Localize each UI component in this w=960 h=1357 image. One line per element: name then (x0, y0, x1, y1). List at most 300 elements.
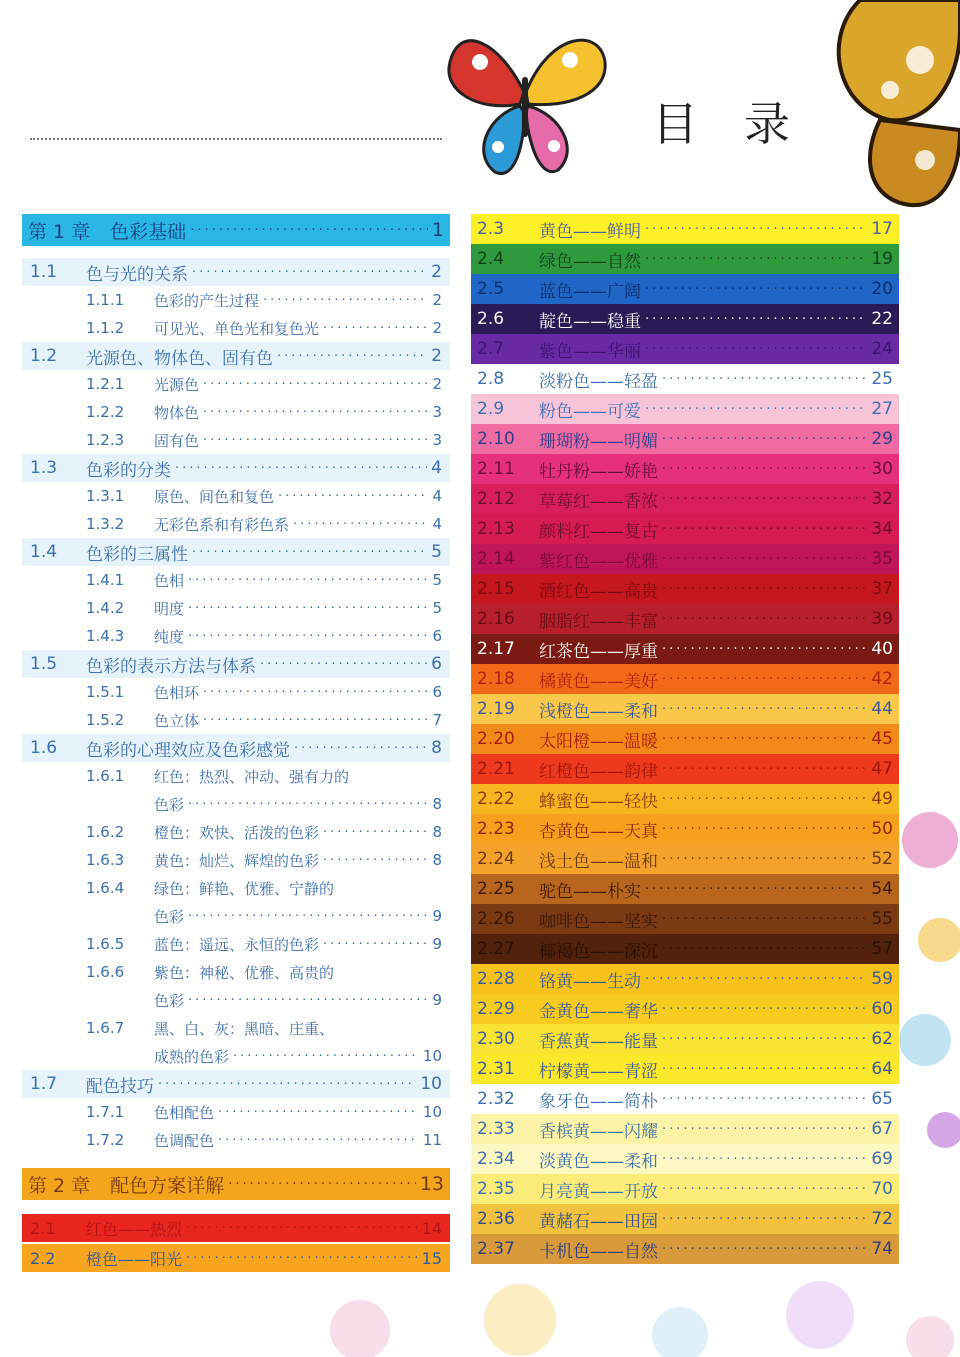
toc-entry-title: 柠檬黄——青涩 (539, 1061, 658, 1082)
toc-leader-dots (645, 253, 867, 266)
toc-leader-dots (260, 658, 427, 671)
toc-entry-page: 64 (871, 1059, 893, 1079)
toc-entry[interactable] (471, 334, 899, 364)
toc-leader-dots (188, 602, 428, 615)
toc-entry[interactable] (471, 574, 899, 604)
toc-entry-page: 13 (419, 1173, 444, 1195)
toc-entry-title: 橘黄色——美好 (539, 671, 658, 692)
toc-entry-page: 3 (432, 403, 442, 421)
toc-entry-title: 红色——热烈 (86, 1219, 183, 1239)
toc-entry[interactable] (471, 274, 899, 304)
toc-entry-page: 44 (871, 699, 893, 719)
toc-leader-dots (645, 283, 867, 296)
toc-entry-title-continued: 色彩 (154, 795, 185, 814)
toc-entry-number: 第 2 章 (28, 1174, 91, 1197)
toc-entry-page: 49 (871, 789, 893, 809)
toc-entry-page: 10 (420, 1074, 442, 1094)
toc-entry-page: 8 (432, 851, 442, 869)
toc-leader-dots (662, 1003, 867, 1016)
toc-entry-title-continued: 色彩 (154, 991, 185, 1010)
toc-leader-dots (188, 574, 428, 587)
toc-entry-number: 2.11 (477, 459, 515, 479)
toc-entry[interactable] (471, 544, 899, 574)
toc-entry[interactable] (22, 510, 450, 538)
toc-leader-dots (233, 1050, 419, 1063)
toc-entry[interactable] (22, 678, 450, 706)
toc-entry-number: 1.2.2 (86, 403, 125, 421)
toc-entry[interactable] (22, 1214, 450, 1242)
toc-entry-number: 2.32 (477, 1089, 515, 1109)
toc-entry-title: 黄色——鲜明 (539, 221, 641, 242)
toc-entry[interactable] (22, 214, 450, 246)
toc-entry-page: 8 (432, 823, 442, 841)
toc-leader-dots (228, 1178, 416, 1191)
toc-entry-number: 1.5.1 (86, 683, 125, 701)
toc-leader-dots (192, 266, 427, 279)
toc-entry-number: 2.15 (477, 579, 515, 599)
toc-entry-number: 2.10 (477, 429, 515, 449)
toc-entry-continuation[interactable] (22, 902, 450, 930)
toc-entry-page: 30 (871, 459, 893, 479)
toc-entry-page: 55 (871, 909, 893, 929)
toc-entry-page: 9 (432, 907, 442, 925)
toc-entry[interactable] (471, 244, 899, 274)
toc-entry[interactable] (22, 314, 450, 342)
toc-entry-page: 5 (431, 542, 442, 562)
toc-leader-dots (192, 546, 427, 559)
toc-entry-title: 配色方案详解 (110, 1174, 225, 1197)
toc-leader-dots (662, 1243, 867, 1256)
toc-entry-title: 物体色 (154, 403, 200, 422)
toc-entry-title: 色立体 (154, 711, 200, 730)
toc-leader-dots (662, 793, 867, 806)
toc-leader-dots (645, 403, 867, 416)
toc-entry-continuation[interactable] (22, 790, 450, 818)
toc-entry-number: 1.6.7 (86, 1019, 125, 1037)
toc-entry-title: 太阳橙——温暖 (539, 731, 658, 752)
toc-entry[interactable] (22, 762, 450, 790)
toc-entry-page: 4 (431, 458, 442, 478)
toc-entry-title: 固有色 (154, 431, 200, 450)
toc-leader-dots (662, 643, 867, 656)
toc-leader-dots (662, 583, 867, 596)
toc-entry-continuation[interactable] (22, 986, 450, 1014)
toc-leader-dots (645, 313, 867, 326)
toc-leader-dots (662, 1063, 867, 1076)
toc-entry[interactable] (22, 650, 450, 678)
toc-entry-number: 1.6.1 (86, 767, 125, 785)
toc-entry-number: 1.5 (30, 654, 58, 674)
toc-leader-dots (263, 294, 428, 307)
toc-entry-continuation[interactable] (22, 1042, 450, 1070)
toc-entry[interactable] (22, 1014, 450, 1042)
toc-entry[interactable] (22, 342, 450, 370)
toc-entry-number: 2.14 (477, 549, 515, 569)
toc-entry-number: 2.28 (477, 969, 515, 989)
toc-entry-title: 淡黄色——柔和 (539, 1151, 658, 1172)
toc-entry[interactable] (22, 482, 450, 510)
toc-entry-title: 可见光、单色光和复色光 (154, 319, 320, 338)
toc-entry-title: 靛色——稳重 (539, 311, 641, 332)
toc-entry-title: 紫色：神秘、优雅、高贵的 (154, 963, 335, 982)
toc-entry-page: 6 (432, 627, 442, 645)
toc-entry-title: 绿色——自然 (539, 251, 641, 272)
toc-entry-page: 9 (432, 991, 442, 1009)
toc-entry-title: 浅橙色——柔和 (539, 701, 658, 722)
toc-entry-number: 2.5 (477, 279, 505, 299)
toc-entry-title: 红色：热烈、冲动、强有力的 (154, 767, 350, 786)
toc-entry-page: 42 (871, 669, 893, 689)
toc-leader-dots (662, 853, 867, 866)
toc-entry[interactable] (471, 304, 899, 334)
toc-leader-dots (294, 742, 427, 755)
toc-entry-number: 2.35 (477, 1179, 515, 1199)
toc-entry[interactable] (22, 538, 450, 566)
toc-entry-number: 2.18 (477, 669, 515, 689)
toc-leader-dots (662, 613, 867, 626)
toc-entry-title: 橙色——阳光 (86, 1249, 183, 1269)
toc-entry-page: 4 (432, 515, 442, 533)
toc-entry[interactable] (471, 604, 899, 634)
toc-entry[interactable] (22, 566, 450, 594)
toc-entry-number: 1.5.2 (86, 711, 125, 729)
toc-entry-number: 2.13 (477, 519, 515, 539)
toc-leader-dots (662, 493, 867, 506)
toc-entry[interactable] (22, 594, 450, 622)
toc-entry-number: 2.3 (477, 219, 505, 239)
toc-entry-number: 2.1 (30, 1218, 56, 1238)
toc-leader-dots (188, 630, 428, 643)
toc-leader-dots (218, 1106, 419, 1119)
toc-leader-dots (662, 1183, 867, 1196)
toc-leader-dots (662, 1213, 867, 1226)
toc-entry-title: 酒红色——高贵 (539, 581, 658, 602)
toc-entry-page: 3 (432, 431, 442, 449)
toc-entry-title: 粉色——可爱 (539, 401, 641, 422)
toc-entry[interactable] (471, 1204, 899, 1234)
toc-entry[interactable] (471, 1054, 899, 1084)
toc-entry-page: 65 (871, 1089, 893, 1109)
toc-entry-number: 1.6.2 (86, 823, 125, 841)
toc-entry[interactable] (22, 846, 450, 874)
toc-entry-page: 74 (871, 1239, 893, 1259)
toc-leader-dots (188, 798, 428, 811)
toc-entry[interactable] (22, 286, 450, 314)
toc-entry-page: 6 (432, 683, 442, 701)
toc-entry[interactable] (471, 424, 899, 454)
toc-leader-dots (203, 686, 428, 699)
toc-entry[interactable] (22, 370, 450, 398)
toc-entry-title: 色相 (154, 571, 185, 590)
toc-entry[interactable] (471, 934, 899, 964)
toc-entry-number: 2.9 (477, 399, 505, 419)
toc-entry[interactable] (471, 364, 899, 394)
toc-entry-title: 色彩的产生过程 (154, 291, 260, 310)
header-dotted-rule (30, 138, 442, 140)
toc-entry-number: 2.24 (477, 849, 515, 869)
toc-entry[interactable] (471, 844, 899, 874)
toc-entry-page: 2 (432, 291, 442, 309)
toc-entry[interactable] (471, 754, 899, 784)
toc-entry-title: 淡粉色——轻盈 (539, 371, 658, 392)
toc-entry-title: 光源色 (154, 375, 200, 394)
toc-entry[interactable] (471, 814, 899, 844)
toc-entry-page: 27 (871, 399, 893, 419)
toc-entry-page: 69 (871, 1149, 893, 1169)
toc-entry-title: 绿色：鲜艳、优雅、宁静的 (154, 879, 335, 898)
toc-entry[interactable] (471, 1234, 899, 1264)
toc-entry-page: 15 (421, 1248, 442, 1268)
toc-entry[interactable] (471, 484, 899, 514)
toc-entry-number: 1.2 (30, 346, 58, 366)
toc-entry-number: 1.3.2 (86, 515, 125, 533)
toc-entry[interactable] (22, 930, 450, 958)
toc-leader-dots (175, 462, 427, 475)
toc-entry-number: 2.22 (477, 789, 515, 809)
toc-entry-number: 2.37 (477, 1239, 515, 1259)
toc-entry-number: 2.36 (477, 1209, 515, 1229)
toc-entry-title-continued: 色彩 (154, 907, 185, 926)
toc-entry-title: 黑、白、灰：黑暗、庄重、 (154, 1019, 335, 1038)
toc-leader-dots (662, 763, 867, 776)
toc-entry-title: 颜料红——复古 (539, 521, 658, 542)
toc-leader-dots (323, 826, 428, 839)
toc-leader-dots (662, 1153, 867, 1166)
toc-entry-number: 1.1.2 (86, 319, 125, 337)
toc-leader-dots (203, 714, 428, 727)
toc-entry-page: 72 (871, 1209, 893, 1229)
toc-entry-number: 1.6.5 (86, 935, 125, 953)
toc-entry-page: 45 (871, 729, 893, 749)
toc-entry-page: 17 (871, 219, 893, 239)
toc-leader-dots (662, 1093, 867, 1106)
toc-entry-title: 红茶色——厚重 (539, 641, 658, 662)
toc-entry[interactable] (471, 394, 899, 424)
toc-entry-page: 50 (871, 819, 893, 839)
toc-leader-dots (645, 883, 867, 896)
toc-entry-number: 1.1.1 (86, 291, 125, 309)
toc-entry-title: 色彩的分类 (86, 460, 171, 481)
toc-leader-dots (662, 1033, 867, 1046)
toc-entry-page: 11 (422, 1131, 442, 1149)
toc-entry[interactable] (22, 1070, 450, 1098)
toc-entry[interactable] (471, 1174, 899, 1204)
toc-entry-page: 19 (871, 249, 893, 269)
toc-leader-dots (203, 434, 428, 447)
toc-entry-page: 10 (422, 1103, 442, 1121)
toc-entry-title: 月亮黄——开放 (539, 1181, 658, 1202)
toc-entry-page: 2 (431, 262, 442, 282)
toc-entry-title: 香蕉黄——能量 (539, 1031, 658, 1052)
toc-entry-number: 1.6.3 (86, 851, 125, 869)
toc-entry-title: 杏黄色——天真 (539, 821, 658, 842)
toc-leader-dots (662, 733, 867, 746)
toc-entry-title: 黄赭石——田园 (539, 1211, 658, 1232)
toc-entry-number: 第 1 章 (28, 220, 91, 243)
toc-leader-dots (662, 373, 867, 386)
toc-entry-number: 1.4.1 (86, 571, 125, 589)
toc-entry-title: 紫红色——优雅 (539, 551, 658, 572)
toc-entry[interactable] (471, 1024, 899, 1054)
toc-entry-title: 草莓红——香浓 (539, 491, 658, 512)
toc-entry-number: 2.23 (477, 819, 515, 839)
toc-entry-page: 5 (432, 571, 442, 589)
toc-leader-dots (190, 224, 428, 237)
toc-entry-number: 2.30 (477, 1029, 515, 1049)
toc-entry-page: 35 (871, 549, 893, 569)
toc-entry-number: 2.2 (30, 1248, 56, 1268)
toc-entry-number: 2.25 (477, 879, 515, 899)
toc-entry-page: 8 (432, 795, 442, 813)
toc-entry[interactable] (471, 514, 899, 544)
toc-entry[interactable] (471, 694, 899, 724)
toc-entry-title: 蓝色——广阔 (539, 281, 641, 302)
toc-leader-dots (323, 938, 428, 951)
toc-entry[interactable] (22, 258, 450, 286)
toc-entry-title: 咖啡色——坚实 (539, 911, 658, 932)
toc-entry[interactable] (471, 1144, 899, 1174)
toc-entry-title: 色相环 (154, 683, 200, 702)
toc-entry[interactable] (22, 398, 450, 426)
toc-leader-dots (662, 553, 867, 566)
toc-entry-page: 62 (871, 1029, 893, 1049)
toc-entry-number: 2.4 (477, 249, 505, 269)
toc-entry-page: 2 (432, 319, 442, 337)
toc-entry-title: 光源色、物体色、固有色 (86, 348, 273, 369)
toc-entry[interactable] (471, 634, 899, 664)
toc-entry[interactable] (471, 454, 899, 484)
toc-entry-title: 铬黄——生动 (539, 971, 641, 992)
toc-entry-number: 1.1 (30, 262, 58, 282)
toc-entry-page: 52 (871, 849, 893, 869)
toc-leader-dots (662, 913, 867, 926)
page-title: 目录 (652, 97, 836, 151)
toc-entry-number: 2.8 (477, 369, 505, 389)
toc-entry[interactable] (22, 1126, 450, 1154)
toc-entry-page: 39 (871, 609, 893, 629)
toc-entry-number: 1.7.1 (86, 1103, 125, 1121)
toc-entry[interactable] (22, 1098, 450, 1126)
toc-entry-page: 24 (871, 339, 893, 359)
toc-entry-page: 59 (871, 969, 893, 989)
toc-entry[interactable] (22, 1168, 450, 1200)
toc-entry-page: 25 (871, 369, 893, 389)
toc-entry-page: 29 (871, 429, 893, 449)
toc-entry-page: 7 (432, 711, 442, 729)
toc-leader-dots (662, 703, 867, 716)
toc-entry-number: 1.4.2 (86, 599, 125, 617)
toc-entry-title: 纯度 (154, 627, 185, 646)
toc-entry-page: 20 (871, 279, 893, 299)
toc-entry-number: 2.34 (477, 1149, 515, 1169)
toc-entry-number: 1.2.3 (86, 431, 125, 449)
toc-entry-page: 6 (431, 654, 442, 674)
toc-entry-number: 2.27 (477, 939, 515, 959)
toc-entry-number: 2.19 (477, 699, 515, 719)
toc-entry-page: 2 (432, 375, 442, 393)
toc-entry[interactable] (22, 958, 450, 986)
toc-entry[interactable] (471, 664, 899, 694)
toc-entry-page: 4 (432, 487, 442, 505)
toc-entry[interactable] (22, 1244, 450, 1272)
toc-entry[interactable] (22, 454, 450, 482)
toc-entry-title: 金黄色——奢华 (539, 1001, 658, 1022)
toc-entry[interactable] (22, 874, 450, 902)
toc-entry-page: 47 (871, 759, 893, 779)
toc-entry-number: 2.16 (477, 609, 515, 629)
toc-entry[interactable] (471, 904, 899, 934)
toc-right-column (471, 214, 899, 1264)
toc-entry-page: 54 (871, 879, 893, 899)
toc-entry[interactable] (471, 784, 899, 814)
toc-entry-page: 22 (871, 309, 893, 329)
toc-leader-dots (645, 973, 867, 986)
toc-entry-page: 57 (871, 939, 893, 959)
toc-left-column (22, 214, 450, 1274)
toc-entry-number: 1.3.1 (86, 487, 125, 505)
toc-entry-title: 黄色：灿烂、辉煌的色彩 (154, 851, 320, 870)
toc-entry-number: 2.21 (477, 759, 515, 779)
toc-leader-dots (662, 1123, 867, 1136)
toc-entry-title: 色调配色 (154, 1131, 215, 1150)
toc-leader-dots (323, 322, 428, 335)
toc-entry-title: 香槟黄——闪耀 (539, 1121, 658, 1142)
toc-entry-number: 1.7 (30, 1074, 58, 1094)
toc-entry[interactable] (22, 818, 450, 846)
toc-leader-dots (203, 378, 428, 391)
toc-entry-page: 2 (431, 346, 442, 366)
toc-entry-number: 2.26 (477, 909, 515, 929)
toc-leader-dots (662, 523, 867, 536)
toc-entry-title-continued: 成熟的色彩 (154, 1047, 230, 1066)
toc-entry-page: 70 (871, 1179, 893, 1199)
toc-entry[interactable] (471, 724, 899, 754)
toc-leader-dots (645, 343, 867, 356)
toc-entry-title: 橙色：欢快、活泼的色彩 (154, 823, 320, 842)
toc-entry-number: 2.29 (477, 999, 515, 1019)
toc-entry-number: 1.3 (30, 458, 58, 478)
flower-decoration (890, 780, 960, 1180)
toc-entry-title: 色与光的关系 (86, 264, 188, 285)
toc-leader-dots (277, 350, 427, 363)
toc-entry-title: 珊瑚粉——明媚 (539, 431, 658, 452)
toc-leader-dots (203, 406, 428, 419)
toc-leader-dots (323, 854, 428, 867)
toc-entry[interactable] (471, 1084, 899, 1114)
toc-entry[interactable] (471, 994, 899, 1024)
toc-entry-title: 色彩的心理效应及色彩感觉 (86, 740, 290, 761)
toc-entry-page: 14 (421, 1218, 442, 1238)
toc-entry[interactable] (22, 622, 450, 650)
toc-entry-page: 67 (871, 1119, 893, 1139)
toc-leader-dots (186, 1252, 418, 1265)
toc-entry[interactable] (22, 426, 450, 454)
toc-entry[interactable] (22, 734, 450, 762)
toc-entry[interactable] (471, 1114, 899, 1144)
toc-leader-dots (662, 673, 867, 686)
toc-entry-title: 浅土色——温和 (539, 851, 658, 872)
toc-entry[interactable] (471, 874, 899, 904)
toc-entry[interactable] (22, 706, 450, 734)
toc-entry-number: 2.20 (477, 729, 515, 749)
toc-entry-number: 2.33 (477, 1119, 515, 1139)
toc-entry-title: 蜂蜜色——轻快 (539, 791, 658, 812)
toc-entry-page: 60 (871, 999, 893, 1019)
toc-entry[interactable] (471, 214, 899, 244)
toc-entry-title: 牡丹粉——娇艳 (539, 461, 658, 482)
toc-entry[interactable] (471, 964, 899, 994)
toc-entry-page: 32 (871, 489, 893, 509)
